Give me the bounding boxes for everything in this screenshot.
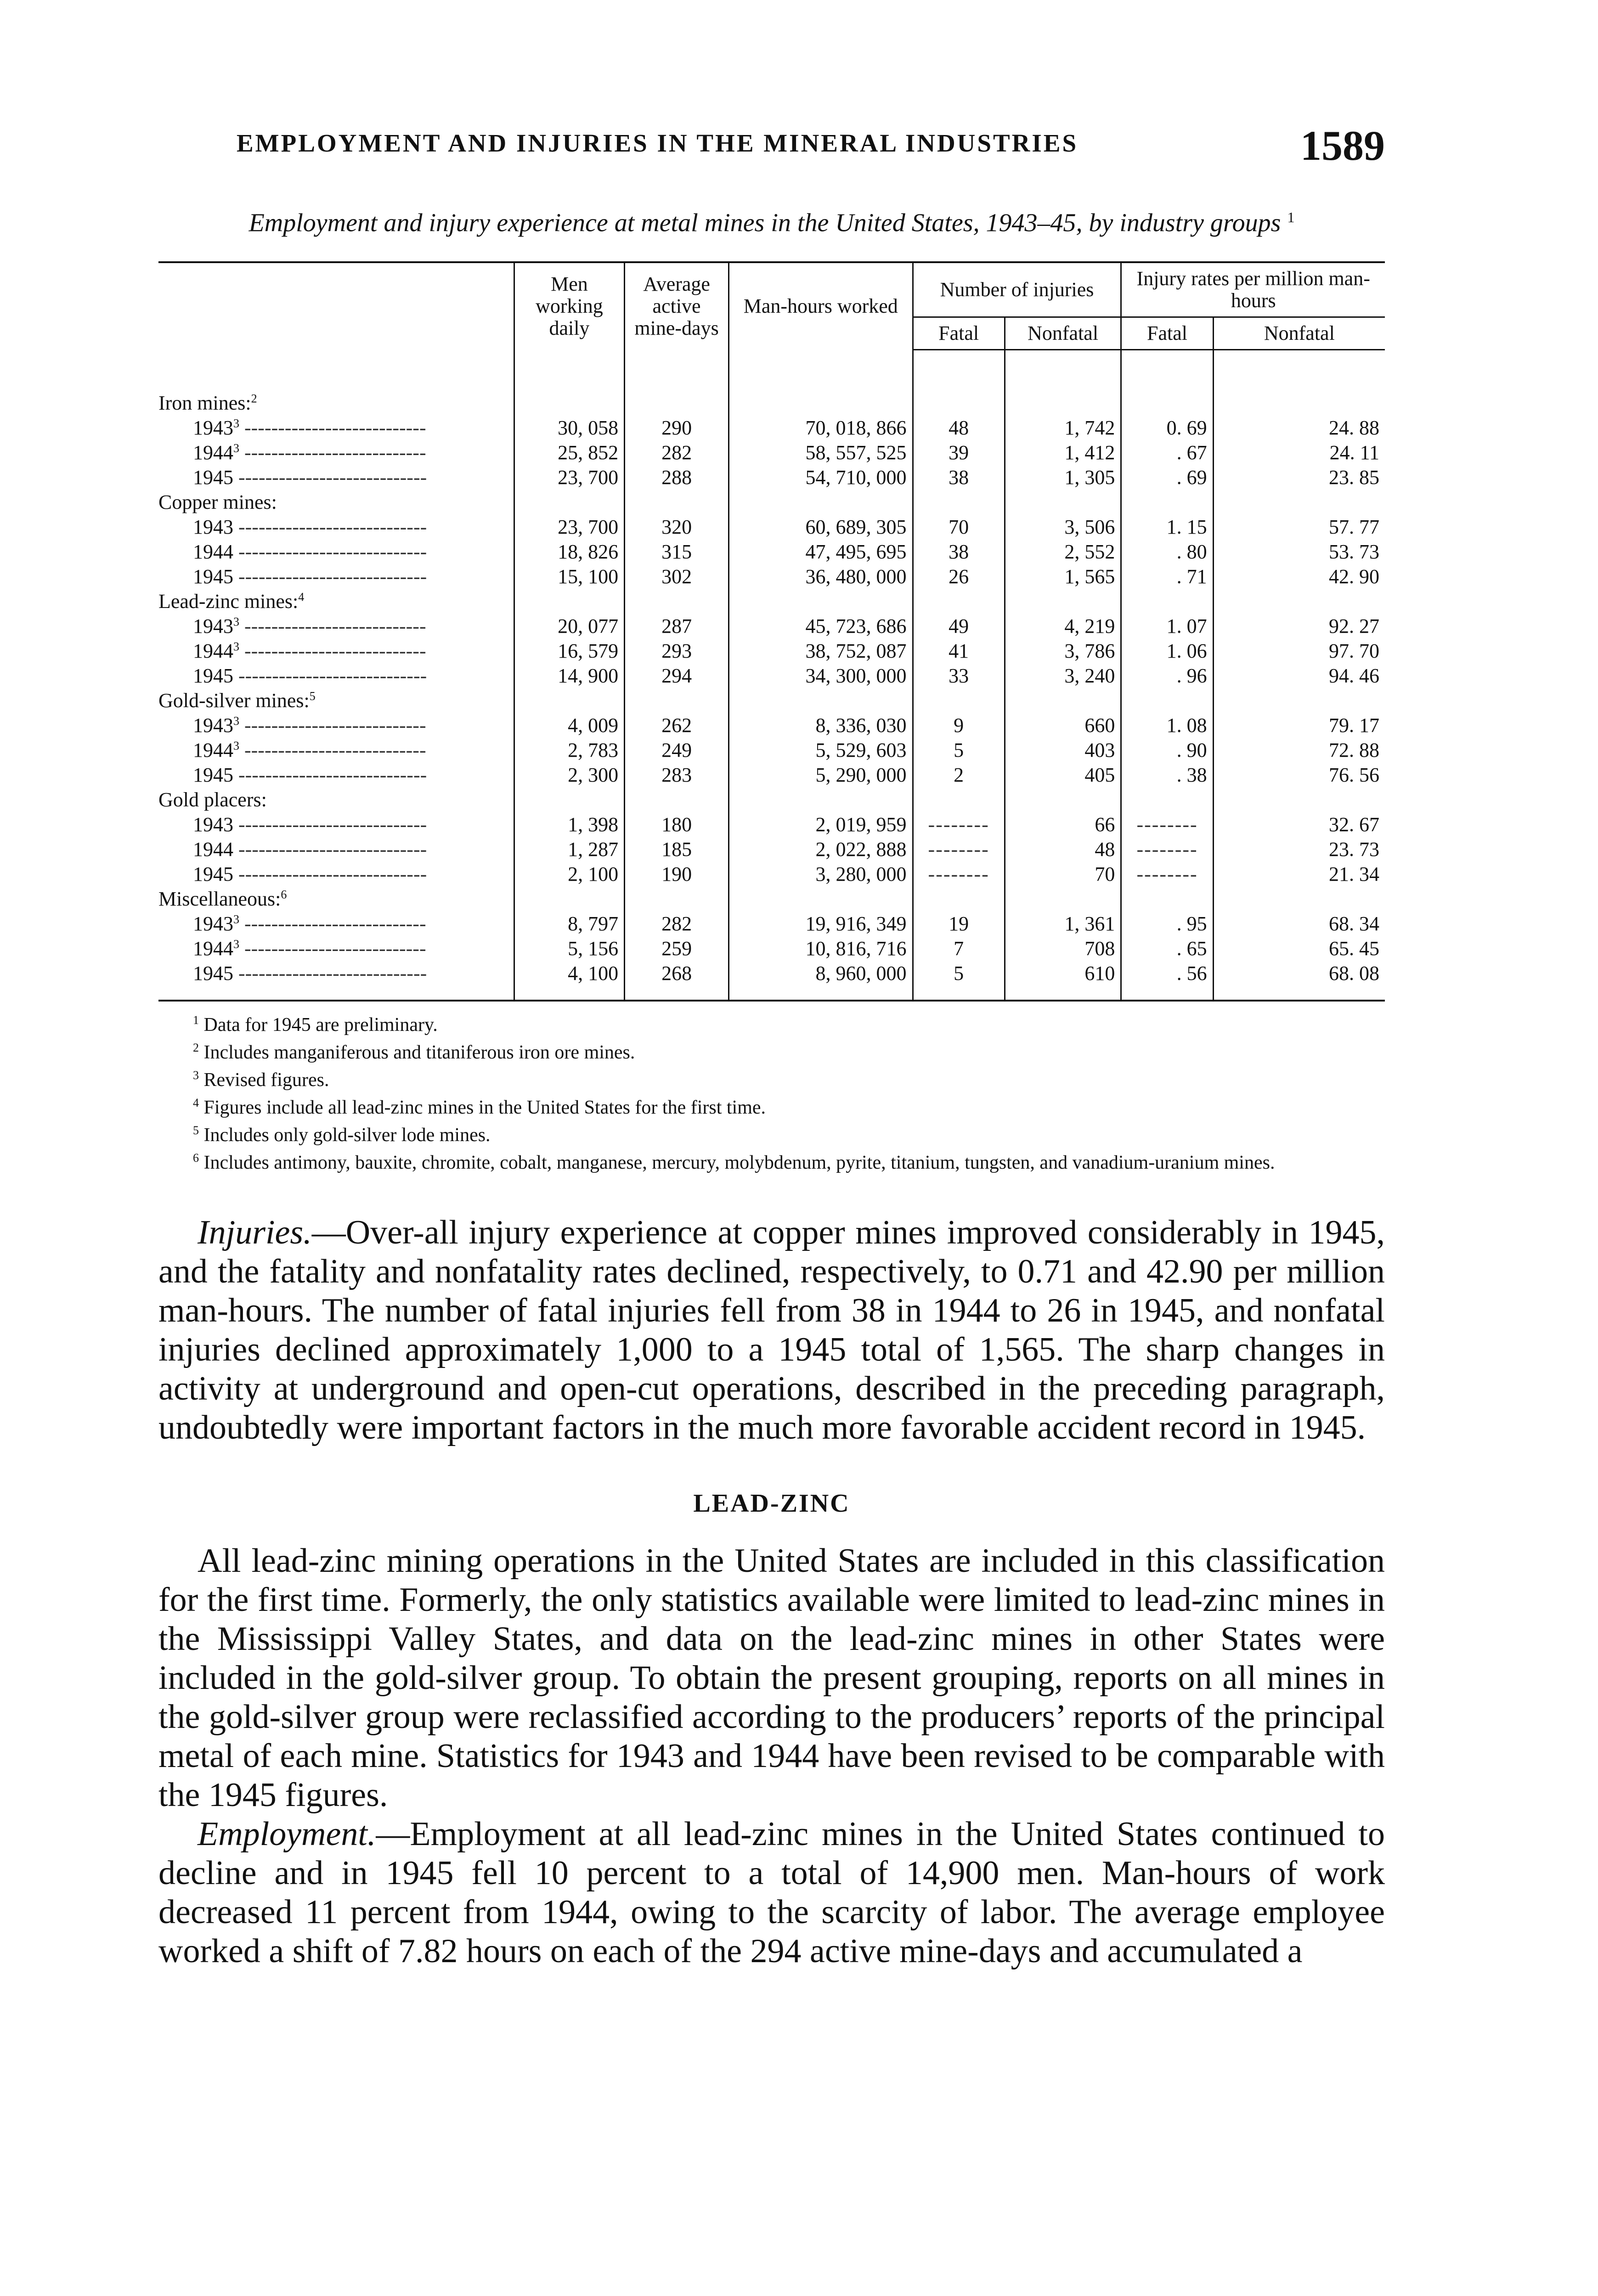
footnote: $^3$ Revised figures. [193, 1069, 329, 1091]
cell-nonfatal: 610 [1005, 961, 1121, 1001]
cell-fatal: -------- [913, 862, 1005, 887]
row-year: 1944$^3$ --------------------------- [193, 937, 426, 960]
table-group-row [158, 589, 1385, 614]
employment-text: —Employment at all lead-zinc mines in the United States continued to decline and in 1945 fell 10 percent to a total of 14,900 men. Man-hours of work decreased 11 percent from 1944, owing to the scarcity of labor. The average employee worked a shift of 7.82 hours on each of the 294 active mine-days and accumulated a [158, 1815, 1385, 1970]
cell-rate-fatal: 1. 15 [1121, 515, 1213, 540]
cell-fatal: 9 [913, 713, 1005, 738]
cell-days: 268 [625, 961, 729, 1001]
header-injuries-fatal: Fatal [913, 317, 1005, 349]
cell-man-hours: 45, 723, 686 [729, 614, 913, 639]
cell-fatal: 41 [913, 639, 1005, 664]
cell-fatal: 70 [913, 515, 1005, 540]
cell-rate-fatal: . 90 [1121, 738, 1213, 763]
cell-fatal: 7 [913, 936, 1005, 961]
running-head [158, 124, 1385, 174]
cell-men: 15, 100 [514, 564, 624, 589]
cell-men: 2, 100 [514, 862, 624, 887]
row-year: 1944$^3$ --------------------------- [193, 441, 426, 464]
cell-men: 1, 287 [514, 837, 624, 862]
cell-rate-fatal: 1. 08 [1121, 713, 1213, 738]
cell-rate-nonfatal: 24. 11 [1213, 440, 1385, 465]
table-group-row [158, 349, 1385, 416]
cell-man-hours: 5, 529, 603 [729, 738, 913, 763]
footnote: $^5$ Includes only gold-silver lode mines. [193, 1124, 491, 1146]
row-year: 1943$^3$ --------------------------- [193, 714, 426, 737]
cell-rate-nonfatal: 21. 34 [1213, 862, 1385, 887]
cell-man-hours: 2, 019, 959 [729, 812, 913, 837]
footnote: $^4$ Figures include all lead-zinc mines in the United States for the first time. [193, 1096, 766, 1119]
injuries-text: —Over-all injury experience at copper mines improved considerably in 1945, and the fatality and nonfatality rates declined, respectively, to 0.71 and 42.90 per million man-hours. The number of fatal injuries fell from 38 in 1944 to 26 in 1945, and nonfatal injuries declined approximately 1,000 to a 1945 total of 1,565. The sharp changes in activity at underground and open-cut operations, described in the preceding paragraph, undoubtedly were important factors in the much more favorable accident record in 1945. [158, 1214, 1385, 1447]
row-year: 1945 ---------------------------- [193, 466, 427, 489]
header-men-working-daily: Men working daily [514, 262, 624, 350]
cell-nonfatal: 3, 240 [1005, 664, 1121, 688]
cell-days: 249 [625, 738, 729, 763]
cell-man-hours: 70, 018, 866 [729, 416, 913, 440]
group-label: Lead-zinc mines:$^4$ [158, 590, 305, 613]
cell-fatal: 2 [913, 763, 1005, 788]
table-row [158, 713, 1385, 738]
row-year: 1945 ---------------------------- [193, 764, 427, 787]
employment-heading: Employment. [198, 1815, 376, 1853]
table-body [158, 349, 1385, 1001]
cell-rate-nonfatal: 94. 46 [1213, 664, 1385, 688]
table-row [158, 664, 1385, 688]
table-row [158, 837, 1385, 862]
cell-rate-fatal: -------- [1121, 812, 1213, 837]
cell-rate-fatal: 1. 07 [1121, 614, 1213, 639]
header-average-active-mine-days: Average active mine-days [625, 262, 729, 350]
row-year: 1943$^3$ --------------------------- [193, 912, 426, 935]
cell-nonfatal: 1, 412 [1005, 440, 1121, 465]
cell-nonfatal: 1, 305 [1005, 465, 1121, 490]
cell-men: 16, 579 [514, 639, 624, 664]
document-page [158, 124, 1385, 1971]
cell-men: 30, 058 [514, 416, 624, 440]
cell-nonfatal: 660 [1005, 713, 1121, 738]
cell-men: 2, 783 [514, 738, 624, 763]
cell-days: 180 [625, 812, 729, 837]
table-row [158, 961, 1385, 1001]
cell-nonfatal: 2, 552 [1005, 540, 1121, 564]
cell-rate-nonfatal: 68. 34 [1213, 912, 1385, 936]
cell-days: 288 [625, 465, 729, 490]
header-injury-rates: Injury rates per million man-hours [1121, 262, 1385, 317]
cell-man-hours: 2, 022, 888 [729, 837, 913, 862]
cell-man-hours: 8, 336, 030 [729, 713, 913, 738]
row-year: 1944 ---------------------------- [193, 838, 427, 861]
cell-days: 282 [625, 440, 729, 465]
footnote: $^2$ Includes manganiferous and titaniferous iron ore mines. [193, 1041, 635, 1064]
table-group-row [158, 688, 1385, 713]
cell-fatal: 33 [913, 664, 1005, 688]
table-group-row [158, 788, 1385, 812]
lead-zinc-paragraph: All lead-zinc mining operations in the United States are included in this classification for the first time. Formerly, the only statistics available were limited to lead-zinc mines in the Mississippi Valley States, and data on the lead-zinc mines in other States were included in the gold-silver group. To obtain the present grouping, reports on all mines in the gold-silver group were reclassified according to the producers’ reports of the principal metal of each mine. Statistics for 1943 and 1944 have been revised to be comparable with the 1945 figures. [158, 1542, 1385, 1814]
cell-rate-nonfatal: 68. 08 [1213, 961, 1385, 1001]
group-label: Iron mines:$^2$ [158, 392, 257, 415]
injuries-paragraph [158, 1213, 1385, 1447]
footnotes [158, 1009, 1385, 1174]
table-group-row [158, 490, 1385, 515]
cell-rate-nonfatal: 53. 73 [1213, 540, 1385, 564]
cell-days: 320 [625, 515, 729, 540]
cell-days: 283 [625, 763, 729, 788]
table-row [158, 812, 1385, 837]
cell-days: 190 [625, 862, 729, 887]
cell-rate-nonfatal: 97. 70 [1213, 639, 1385, 664]
cell-fatal: 39 [913, 440, 1005, 465]
cell-nonfatal: 1, 565 [1005, 564, 1121, 589]
row-year: 1943 ---------------------------- [193, 813, 427, 836]
injuries-heading: Injuries. [198, 1214, 312, 1252]
header-injuries-nonfatal: Nonfatal [1005, 317, 1121, 349]
header-rates-nonfatal: Nonfatal [1213, 317, 1385, 349]
group-label: Miscellaneous:$^6$ [158, 888, 287, 911]
table-group-row [158, 887, 1385, 912]
cell-rate-fatal: -------- [1121, 837, 1213, 862]
cell-fatal: 5 [913, 738, 1005, 763]
cell-men: 23, 700 [514, 515, 624, 540]
cell-man-hours: 5, 290, 000 [729, 763, 913, 788]
cell-rate-nonfatal: 72. 88 [1213, 738, 1385, 763]
row-year: 1943$^3$ --------------------------- [193, 416, 426, 439]
cell-men: 25, 852 [514, 440, 624, 465]
cell-days: 315 [625, 540, 729, 564]
cell-rate-fatal: . 65 [1121, 936, 1213, 961]
row-year: 1944$^3$ --------------------------- [193, 640, 426, 663]
cell-nonfatal: 3, 506 [1005, 515, 1121, 540]
cell-man-hours: 10, 816, 716 [729, 936, 913, 961]
cell-nonfatal: 4, 219 [1005, 614, 1121, 639]
employment-paragraph [158, 1815, 1385, 1971]
page-number: 1589 [1300, 122, 1385, 169]
cell-fatal: 49 [913, 614, 1005, 639]
cell-man-hours: 3, 280, 000 [729, 862, 913, 887]
table-row [158, 540, 1385, 564]
cell-fatal: 48 [913, 416, 1005, 440]
cell-nonfatal: 1, 742 [1005, 416, 1121, 440]
cell-men: 8, 797 [514, 912, 624, 936]
cell-rate-fatal: . 69 [1121, 465, 1213, 490]
cell-days: 287 [625, 614, 729, 639]
header-number-of-injuries: Number of injuries [913, 262, 1121, 317]
cell-rate-fatal: . 71 [1121, 564, 1213, 589]
cell-fatal: 38 [913, 465, 1005, 490]
cell-men: 14, 900 [514, 664, 624, 688]
row-year: 1944$^3$ --------------------------- [193, 739, 426, 762]
table-caption-note: 1 [1287, 209, 1295, 225]
cell-rate-fatal: . 80 [1121, 540, 1213, 564]
cell-rate-fatal: -------- [1121, 862, 1213, 887]
cell-man-hours: 19, 916, 349 [729, 912, 913, 936]
cell-fatal: 26 [913, 564, 1005, 589]
running-head-title: EMPLOYMENT AND INJURIES IN THE MINERAL INDUSTRIES [237, 129, 1079, 157]
section-title: LEAD-ZINC [693, 1489, 850, 1518]
cell-nonfatal: 403 [1005, 738, 1121, 763]
cell-rate-nonfatal: 92. 27 [1213, 614, 1385, 639]
footnote: $^1$ Data for 1945 are preliminary. [193, 1013, 438, 1036]
cell-days: 282 [625, 912, 729, 936]
table-row [158, 614, 1385, 639]
row-year: 1945 ---------------------------- [193, 863, 427, 886]
cell-rate-fatal: . 56 [1121, 961, 1213, 1001]
cell-men: 5, 156 [514, 936, 624, 961]
cell-fatal: -------- [913, 812, 1005, 837]
row-year: 1943 ---------------------------- [193, 516, 427, 539]
cell-men: 4, 100 [514, 961, 624, 1001]
cell-men: 1, 398 [514, 812, 624, 837]
table-row [158, 564, 1385, 589]
row-year: 1943$^3$ --------------------------- [193, 615, 426, 638]
cell-men: 4, 009 [514, 713, 624, 738]
group-label: Gold placers: [158, 788, 267, 811]
cell-rate-nonfatal: 65. 45 [1213, 936, 1385, 961]
cell-fatal: 38 [913, 540, 1005, 564]
cell-rate-fatal: 0. 69 [1121, 416, 1213, 440]
cell-rate-nonfatal: 76. 56 [1213, 763, 1385, 788]
cell-fatal: 19 [913, 912, 1005, 936]
stub-header [158, 262, 514, 350]
cell-men: 18, 826 [514, 540, 624, 564]
cell-fatal: -------- [913, 837, 1005, 862]
cell-man-hours: 60, 689, 305 [729, 515, 913, 540]
cell-rate-nonfatal: 42. 90 [1213, 564, 1385, 589]
cell-days: 302 [625, 564, 729, 589]
table-row [158, 515, 1385, 540]
row-year: 1944 ---------------------------- [193, 540, 427, 563]
cell-rate-nonfatal: 23. 85 [1213, 465, 1385, 490]
cell-man-hours: 54, 710, 000 [729, 465, 913, 490]
injury-table [158, 261, 1385, 1005]
cell-nonfatal: 66 [1005, 812, 1121, 837]
table-row [158, 465, 1385, 490]
cell-days: 290 [625, 416, 729, 440]
header-man-hours-worked: Man-hours worked [729, 262, 913, 350]
row-year: 1945 ---------------------------- [193, 664, 427, 687]
table-row [158, 912, 1385, 936]
cell-man-hours: 34, 300, 000 [729, 664, 913, 688]
table-row [158, 862, 1385, 887]
cell-man-hours: 38, 752, 087 [729, 639, 913, 664]
cell-nonfatal: 708 [1005, 936, 1121, 961]
cell-men: 23, 700 [514, 465, 624, 490]
cell-days: 293 [625, 639, 729, 664]
table-caption [158, 202, 1385, 238]
cell-days: 262 [625, 713, 729, 738]
cell-man-hours: 58, 557, 525 [729, 440, 913, 465]
cell-days: 185 [625, 837, 729, 862]
cell-days: 294 [625, 664, 729, 688]
table-row [158, 416, 1385, 440]
table-caption-text: Employment and injury experience at metal mines in the United States, 1943–45, by industry groups [248, 208, 1281, 237]
body-text [158, 1213, 1385, 1971]
cell-days: 259 [625, 936, 729, 961]
group-label: Gold-silver mines:$^5$ [158, 689, 316, 712]
header-rates-fatal: Fatal [1121, 317, 1213, 349]
cell-rate-nonfatal: 23. 73 [1213, 837, 1385, 862]
cell-fatal: 5 [913, 961, 1005, 1001]
cell-nonfatal: 1, 361 [1005, 912, 1121, 936]
cell-man-hours: 8, 960, 000 [729, 961, 913, 1001]
cell-rate-nonfatal: 32. 67 [1213, 812, 1385, 837]
cell-rate-fatal: 1. 06 [1121, 639, 1213, 664]
cell-rate-fatal: . 95 [1121, 912, 1213, 936]
cell-man-hours: 36, 480, 000 [729, 564, 913, 589]
table-row [158, 639, 1385, 664]
cell-rate-fatal: . 96 [1121, 664, 1213, 688]
cell-rate-fatal: . 67 [1121, 440, 1213, 465]
cell-men: 20, 077 [514, 614, 624, 639]
cell-nonfatal: 405 [1005, 763, 1121, 788]
cell-rate-fatal: . 38 [1121, 763, 1213, 788]
cell-men: 2, 300 [514, 763, 624, 788]
cell-nonfatal: 70 [1005, 862, 1121, 887]
row-year: 1945 ---------------------------- [193, 962, 427, 985]
table-row [158, 763, 1385, 788]
cell-rate-nonfatal: 57. 77 [1213, 515, 1385, 540]
cell-rate-nonfatal: 24. 88 [1213, 416, 1385, 440]
table-row [158, 738, 1385, 763]
footnote: $^6$ Includes antimony, bauxite, chromite, cobalt, manganese, mercury, molybdenum, pyrite, titanium, tungsten, and vanadium-uranium mines. [193, 1151, 1275, 1174]
table-row [158, 440, 1385, 465]
group-label: Copper mines: [158, 491, 277, 514]
cell-rate-nonfatal: 79. 17 [1213, 713, 1385, 738]
cell-nonfatal: 3, 786 [1005, 639, 1121, 664]
cell-nonfatal: 48 [1005, 837, 1121, 862]
table-row [158, 936, 1385, 961]
row-year: 1945 ---------------------------- [193, 565, 427, 588]
cell-man-hours: 47, 495, 695 [729, 540, 913, 564]
